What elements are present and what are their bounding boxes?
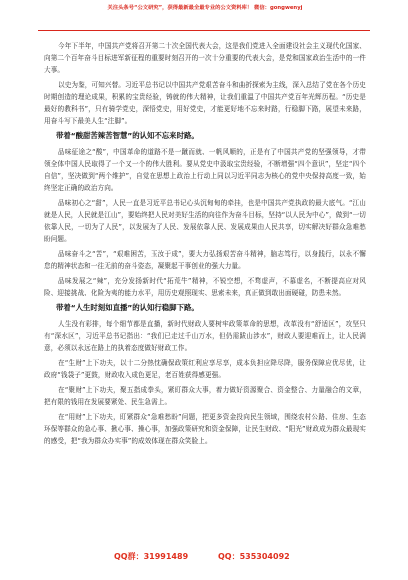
header-banner — [0, 0, 408, 28]
qq-group-number: QQ群：31991489 — [114, 552, 189, 561]
body-paragraph: 在“聚财”上下功夫，聚五指成拳头，紧盯群众大事，着力做好资源聚合、资金整合、力量融合的文章，把有限的钱用在发展要紧处、民生急需上。 — [44, 386, 366, 406]
body-paragraph: 以史为鉴，可知兴替。习近平总书记以中国共产党艰苦奋斗和曲折探索为主线，深入总结了党在各个历史时期创造的理论成果，积累的宝贵经验，铸就的伟大精神，让我们重温了中国共产党百年光辉历程。“历史是最好的教科书”，只有骑学党史，深悟党史，用好党史，才能更好地不忘来时路，行稳脚下路，展望未来路，用奋斗写下最美人生“注脚”。 — [44, 81, 366, 125]
body-paragraph: 今年下半年，中国共产党将召开第二十次全国代表大会，这是我们党进入全面建设社会主义现代化国家、向第二个百年奋斗目标进军新征程的重要时刻召开的一次十分重要的代表大会，是党和国家政治生活中的一件大事。 — [44, 42, 366, 74]
section-heading: 带着“人生时刻如直播”的认知行稳脚下路。 — [56, 303, 199, 312]
body-paragraph: 人生没有彩排，每个细节都是直播，新时代财政人要树牢政策革命的思想，改革没有“舒适区”，攻坚只有“深水区”，习近平总书记指出：“我们已走过千山万水，但仍需跋山涉水”，财政人要迎难而上，让人民满意，必须以永远在路上的执着态度做好财政工作。 — [44, 320, 366, 352]
body-paragraph: 品味初心之“甜”，人民一直是习近平总书记心头沉甸甸的牵挂，也是中国共产党执政的最大底气。“江山就是人民，人民就是江山”，要始终把人民对美好生活的向往作为奋斗目标，坚持“以人民为中心”，做到“一切依靠人民，一切为了人民”，以发展为了人民、发展依靠人民、发展成果由人民共享，切实解决好群众急难愁盼问题。 — [44, 199, 366, 243]
body-paragraph: 品味征途之“酸”，中国革命的道路不是一蹴而就、一帆风顺的，正是有了中国共产党的坚强领导，才带领全体中国人民取得了一个又一个的伟大胜利。要从党史中汲取宝贵经验，不断增强“四个意识”，坚定“四个自信”，坚决做到“两个维护”，自觉在思想上政治上行动上同以习近平同志为核心的党中央保持高度一致，始终坚定正确的政治方向。 — [44, 148, 366, 192]
header-divider — [38, 30, 370, 31]
body-paragraph: 品味发展之“辣”，充分发扬新时代“拓荒牛”精神，不锐空想，不骛虚声，不慕虚名，不断提高应对风险、迎接挑战、化险为夷的能力水平，用历史观照现实、思索未来，真正做到敢出面硬碰，防患未然。 — [44, 277, 366, 297]
document-body — [44, 40, 366, 450]
body-paragraph: 在“生财”上下功夫，以十二分热忱确保政策红利应享尽享，成本负担应降尽降，服务保障应优尽优，让政府“钱袋子”更鼓，财政收入成色更足，老百姓获得感更强。 — [44, 359, 366, 379]
footer — [0, 548, 408, 568]
header-text: 关注头条号“公文研究”，获得最新最全最专业的公文资料库！ 微信：gongwenyj — [107, 5, 303, 11]
section-heading: 带着“酸甜苦辣苦智慧”的认知不忘来时路。 — [56, 131, 199, 140]
qq-number: QQ：535304092 — [218, 552, 290, 561]
body-paragraph: 品味奋斗之“苦”，“艰难困苦，玉汝于成”，要大力弘扬艰苦奋斗精神，脑志笃行，以身践行，以永不懈怠的精神状态和一往无前的奋斗姿态，凝聚起干事创业的强大力量。 — [44, 250, 366, 270]
body-paragraph: 在“用财”上下功夫，盯紧群众“急难愁盼”问题，把更多资金投向民生领域，围绕农村公路、住房、生态环保等群众的急心事、揪心事、操心事，加强政策研究和资金保障，让民生财政、“阳光”财政成为群众最现实的感受，把“我为群众办实事”的成效体现在群众笑脸上。 — [44, 413, 366, 445]
